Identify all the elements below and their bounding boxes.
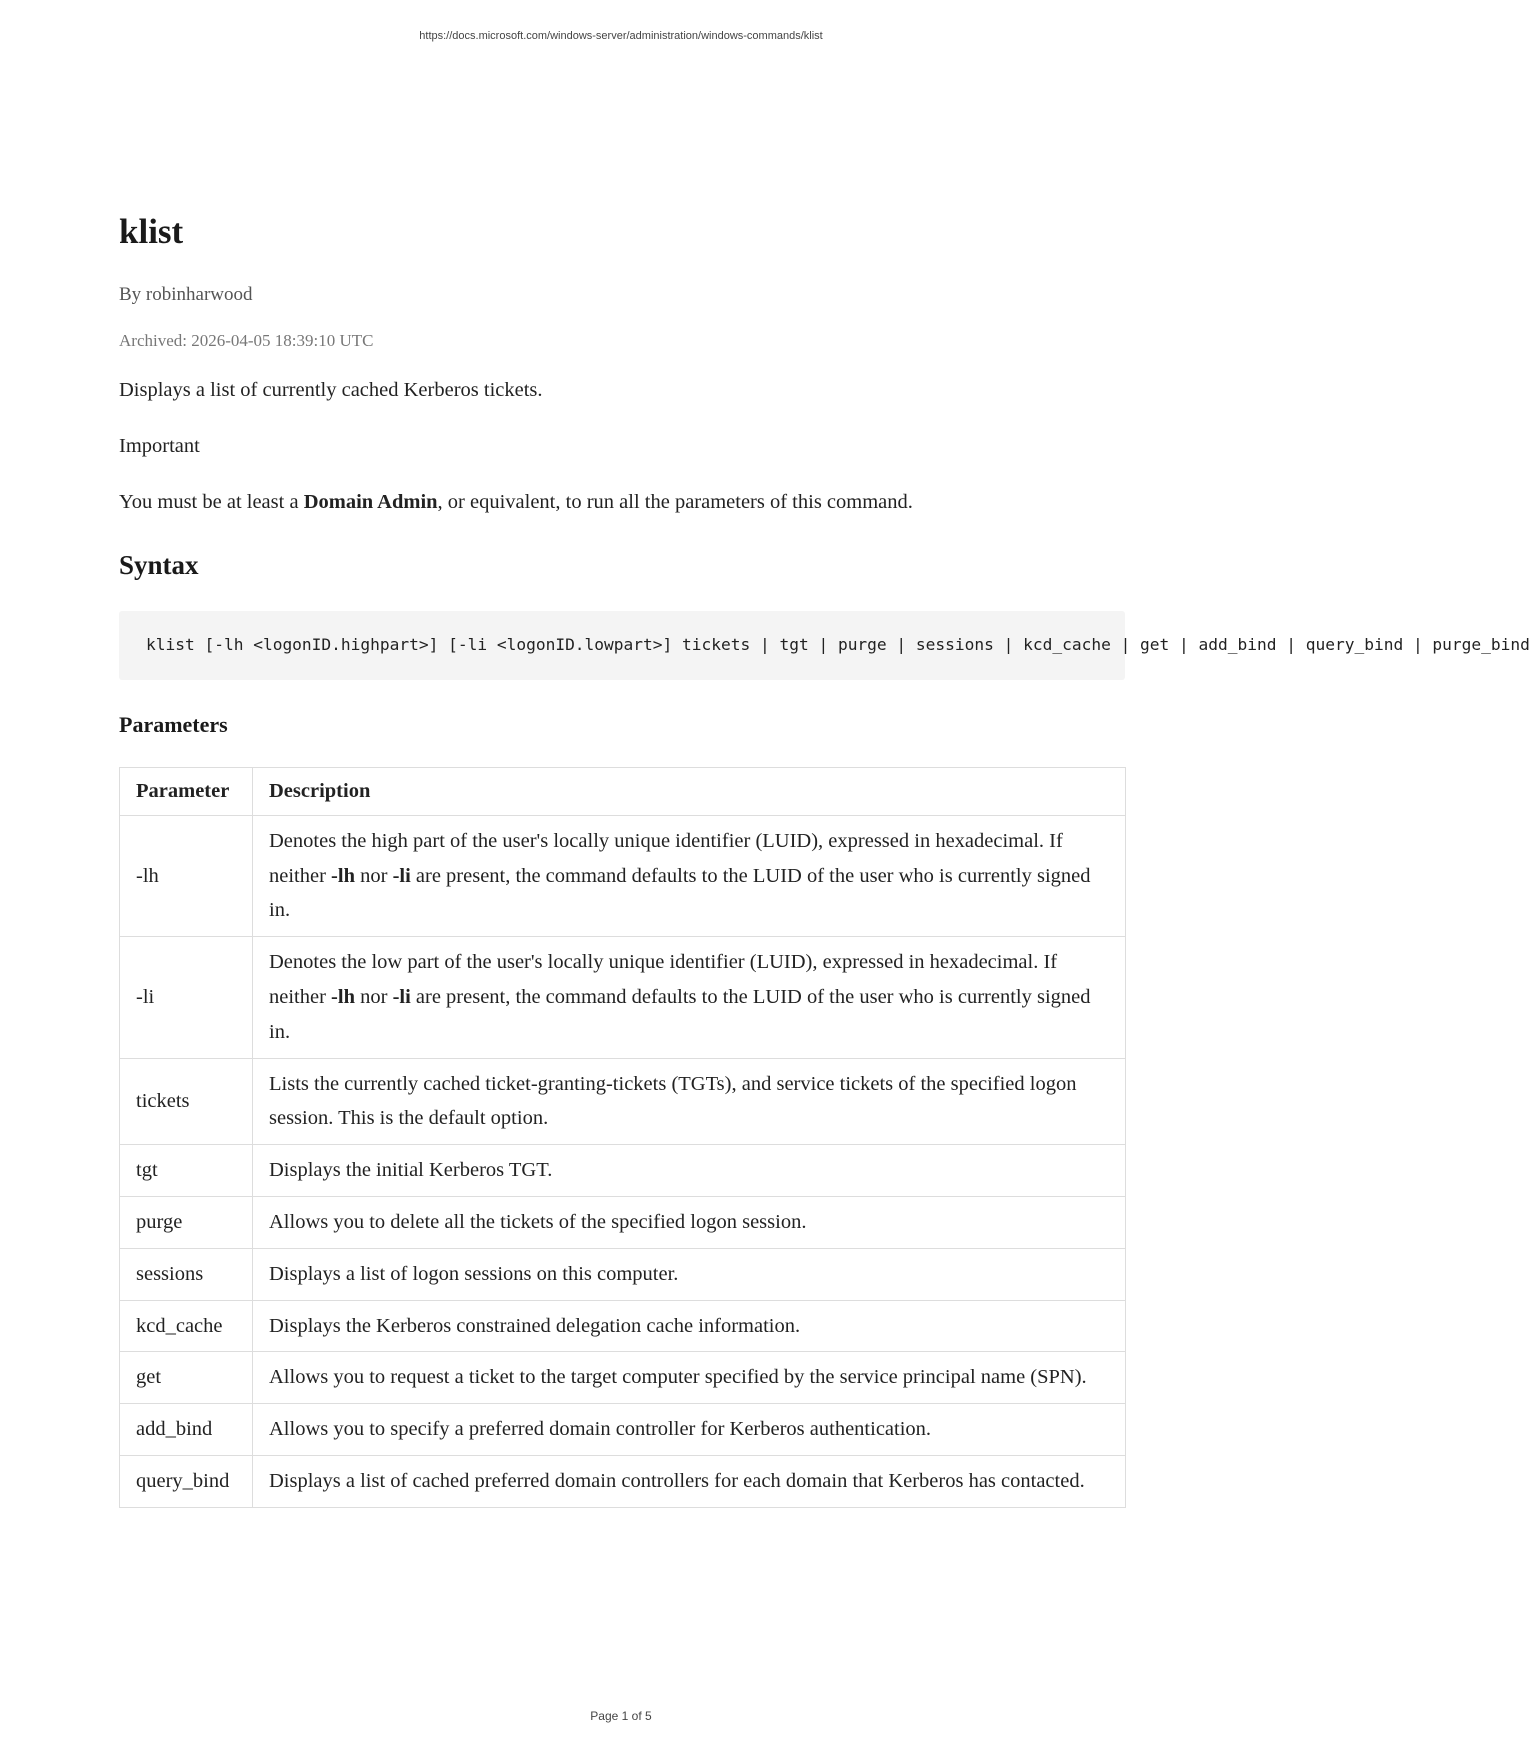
description-text: Denotes the low part of the user's locally unique identifier (LUID), expressed in hexadecimal. If neither — [269, 951, 1058, 1008]
syntax-code: klist [-lh <logonID.highpart>] [-li <logonID.lowpart>] tickets | tgt | purge | sessions | kcd_cache | get | add_bind | query_bind | purge_bind — [146, 635, 1530, 654]
table-row — [120, 1196, 1126, 1248]
archived-timestamp: Archived: 2026-04-05 18:39:10 UTC — [119, 331, 374, 350]
parameter-name-cell: tgt — [120, 1145, 253, 1197]
author-byline: By robinharwood — [119, 284, 253, 305]
parameter-description-cell — [253, 1196, 1126, 1248]
parameter-description-cell — [253, 1455, 1126, 1507]
parameter-description-cell — [253, 1404, 1126, 1456]
parameter-name-cell: tickets — [120, 1058, 253, 1145]
parameters-table-body — [120, 815, 1126, 1507]
description-text: nor — [354, 985, 393, 1008]
description-text: Displays a list of cached preferred domain controllers for each domain that Kerberos has contacted. — [269, 1469, 1085, 1492]
description-text: Allows you to request a ticket to the target computer specified by the service principal name (SPN). — [269, 1366, 1087, 1389]
note-emphasis-domain-admin: Domain Admin — [303, 491, 438, 513]
description-text: are present, the command defaults to the LUID of the user who is currently signed in. — [269, 985, 1091, 1043]
table-header-row — [120, 768, 1126, 816]
parameter-name-cell: query_bind — [120, 1455, 253, 1507]
parameter-name-cell: add_bind — [120, 1404, 253, 1456]
parameter-name-cell: sessions — [120, 1248, 253, 1300]
parameter-name-cell: kcd_cache — [120, 1300, 253, 1352]
parameter-name-cell: get — [120, 1352, 253, 1404]
important-label: Important — [119, 435, 200, 457]
article-content — [119, 208, 1530, 1622]
description-text: Allows you to specify a preferred domain controller for Kerberos authentication. — [269, 1418, 932, 1441]
parameters-heading: Parameters — [119, 712, 228, 737]
parameter-name-cell: -li — [120, 937, 253, 1058]
column-header-parameter: Parameter — [120, 768, 253, 816]
parameters-table-wrapper — [119, 767, 1126, 1622]
permission-note — [119, 488, 1125, 516]
parameter-description-cell — [253, 1145, 1126, 1197]
description-text: are present, the command defaults to the LUID of the user who is currently signed in. — [269, 864, 1091, 922]
table-row — [120, 1058, 1126, 1145]
description-text: Lists the currently cached ticket-granting-tickets (TGTs), and service tickets of the specified logon session. This is the default option. — [269, 1072, 1077, 1130]
table-row — [120, 815, 1126, 936]
syntax-code-block — [119, 611, 1530, 680]
description-emphasis: -lh — [331, 985, 355, 1008]
description-text: Displays a list of logon sessions on this computer. — [269, 1262, 679, 1285]
table-row — [120, 1300, 1126, 1352]
parameter-description-cell — [253, 1352, 1126, 1404]
parameters-table — [119, 767, 1126, 1508]
note-text-after: , or equivalent, to run all the parameters of this command. — [437, 491, 913, 513]
table-row — [120, 1455, 1126, 1507]
description-text: Allows you to delete all the tickets of the specified logon session. — [269, 1210, 807, 1233]
parameter-name-cell: purge — [120, 1196, 253, 1248]
parameter-description-cell — [253, 1300, 1126, 1352]
table-row — [120, 1145, 1126, 1197]
page-title: klist — [119, 212, 184, 251]
description-text: Displays the Kerberos constrained delegation cache information. — [269, 1314, 801, 1337]
parameter-name-cell: -lh — [120, 815, 253, 936]
description-emphasis: -li — [392, 864, 411, 887]
page-url-header: https://docs.microsoft.com/windows-server/administration/windows-commands/klist — [419, 30, 823, 42]
parameter-description-cell — [253, 1248, 1126, 1300]
description-text: Denotes the high part of the user's locally unique identifier (LUID), expressed in hexadecimal. If neither — [269, 829, 1063, 887]
table-row — [120, 1352, 1126, 1404]
description-emphasis: -li — [392, 985, 411, 1008]
parameter-description-cell — [253, 1058, 1126, 1145]
command-description: Displays a list of currently cached Kerberos tickets. — [119, 379, 543, 401]
column-header-description: Description — [253, 768, 1126, 816]
note-text-before: You must be at least a — [119, 491, 304, 513]
table-row — [120, 937, 1126, 1058]
description-emphasis: -lh — [331, 864, 355, 887]
table-row — [120, 1404, 1126, 1456]
syntax-heading: Syntax — [119, 550, 199, 580]
description-text: Displays the initial Kerberos TGT. — [269, 1159, 553, 1182]
table-row — [120, 1248, 1126, 1300]
description-text: nor — [354, 864, 393, 887]
page-number-footer: Page 1 of 5 — [590, 1709, 652, 1723]
parameter-description-cell — [253, 815, 1126, 936]
parameter-description-cell — [253, 937, 1126, 1058]
